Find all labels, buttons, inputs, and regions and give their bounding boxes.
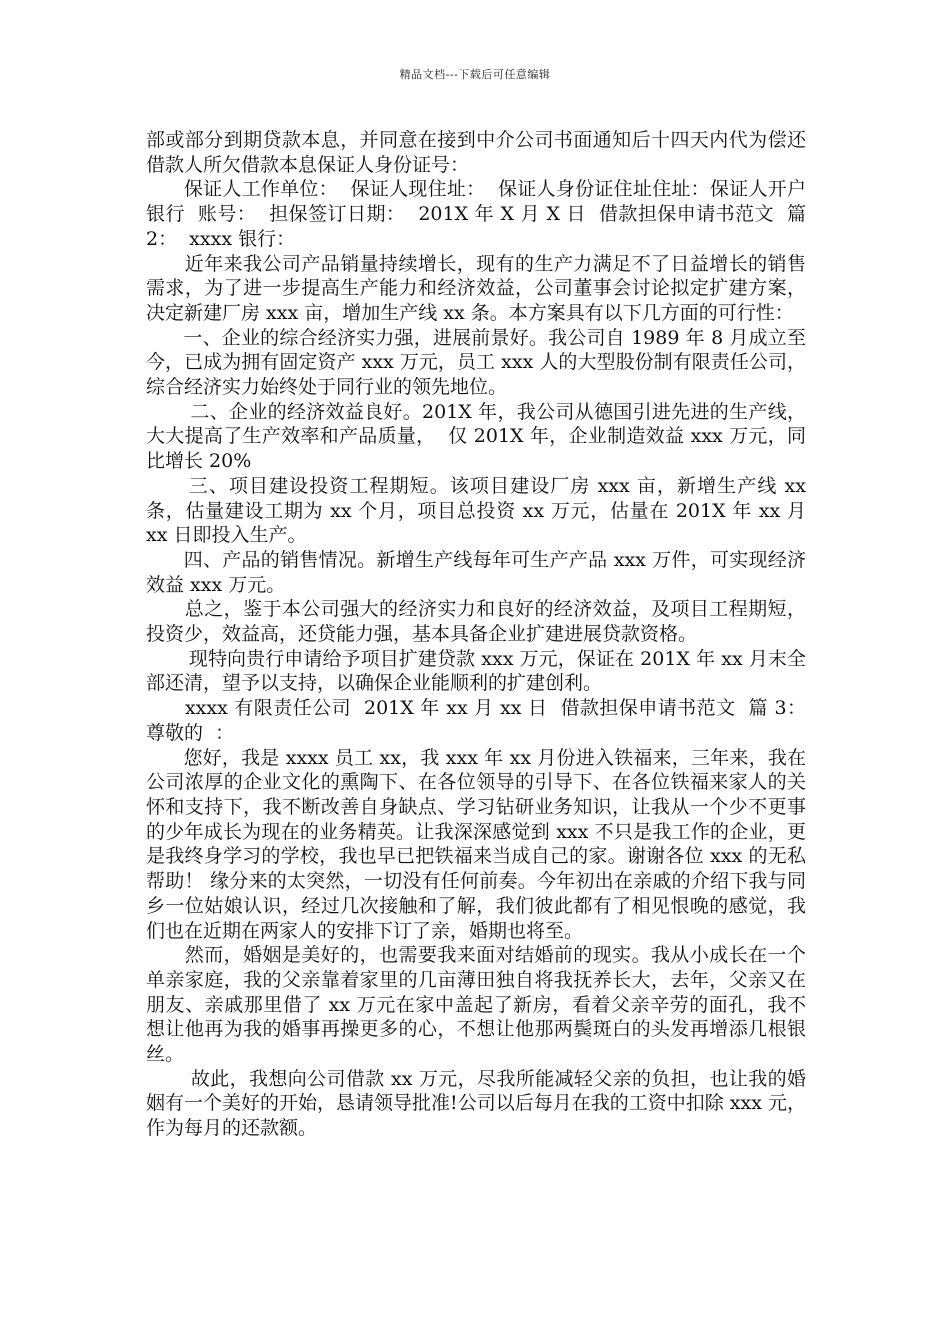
paragraph: 近年来我公司产品销量持续增长，现有的生产力满足不了日益增长的销售需求，为了进一步提高生产能力和经济效益，公司董事会讨论拟定扩建方案，决定新建厂房 xxx 亩，增加生产线 xx 条。本方案具有以下几方面的可行性： [146,252,806,324]
paragraph: 四、产品的销售情况。新增生产线每年可生产产品 xxx 万件，可实现经济效益 xxx 万元。 [146,548,806,596]
paragraph: 然而，婚姻是美好的，也需要我来面对结婚前的现实。我从小成长在一个单亲家庭，我的父亲靠着家里的几亩薄田独自将我抚养长大，去年，父亲又在朋友、亲戚那里借了 xx 万元在家中盖起了新房，看着父亲辛劳的面孔，我不想让他再为我的婚事再操更多的心，不想让他那两鬓斑白的头发再增添几根银丝。 [146,944,806,1066]
page-header: 精品文档---下载后可任意编辑 [399,68,551,81]
paragraph: xxxx 有限责任公司 201X 年 xx 月 xx 日 借款担保申请书范文 篇 3： 尊敬的 ： [146,697,819,744]
paragraph: 二、企业的经济效益良好。201X 年，我公司从德国引进先进的生产线，大大提高了生产效率和产品质量， 仅 201X 年，企业制造效益 xxx 万元，同比增长 20% [146,400,806,473]
paragraph: 部或部分到期贷款本息，并同意在接到中介公司书面通知后十四天内代为偿还借款人所欠借款本息保证人身份证号： [146,129,806,176]
paragraph: 三、项目建设投资工程期短。该项目建设厂房 xxx 亩，新增生产线 xx 条，估量建设工期为 xx 个月，项目总投资 xx 万元，估量在 201X 年 xx 月 xx 日即投入生产。 [146,474,813,547]
paragraph: 您好，我是 xxxx 员工 xx，我 xxx 年 xx 月份进入铁福来，三年来，我在公司浓厚的企业文化的熏陶下、在各位领导的引导下、在各位铁福来家人的关怀和支持下，我不断改善自身缺点、学习钻研业务知识，让我从一个少不更事的少年成长为现在的业务精英。让我深深感觉到 xxx 不只是我工作的企业，更是我终身学习的学校，我也早已把铁福来当成自己的家。谢谢各位 xxx 的无私帮助！ 缘分来的太突然，一切没有任何前奏。今年初出在亲戚的介绍下我与同乡一位姑娘认识，经过几次接触和了解，我们彼此都有了相见恨晚的感觉，我们也在近期在两家人的安排下订了亲，婚期也将至。 [146,746,806,942]
paragraph: 总之，鉴于本公司强大的经济实力和良好的经济效益，及项目工程期短，投资少，效益高，还贷能力强，基本具备企业扩建进展贷款资格。 [146,598,806,646]
paragraph: 一、企业的综合经济实力强，进展前景好。我公司自 1989 年 8 月成立至今，已成为拥有固定资产 xxx 万元，员工 xxx 人的大型股份制有限责任公司，综合经济实力始终处于同行业的领先地位。 [146,326,806,399]
paragraph: 保证人工作单位： 保证人现住址： 保证人身份证住址住址：保证人开户银行 账号： 担保签订日期： 201X 年 X 月 X 日 借款担保申请书范文 篇 2： xxxx 银行： [146,178,813,250]
paragraph: 故此，我想向公司借款 xx 万元，尽我所能减轻父亲的负担，也让我的婚姻有一个美好的开始，恳请领导批准!公司以后每月在我的工资中扣除 xxx 元，作为每月的还款额。 [146,1067,807,1140]
document-body [146,128,819,1141]
paragraph: 现特向贵行申请给予项目扩建贷款 xxx 万元，保证在 201X 年 xx 月末全部还清，望予以支持，以确保企业能顺利的扩建创利。 [146,647,807,695]
